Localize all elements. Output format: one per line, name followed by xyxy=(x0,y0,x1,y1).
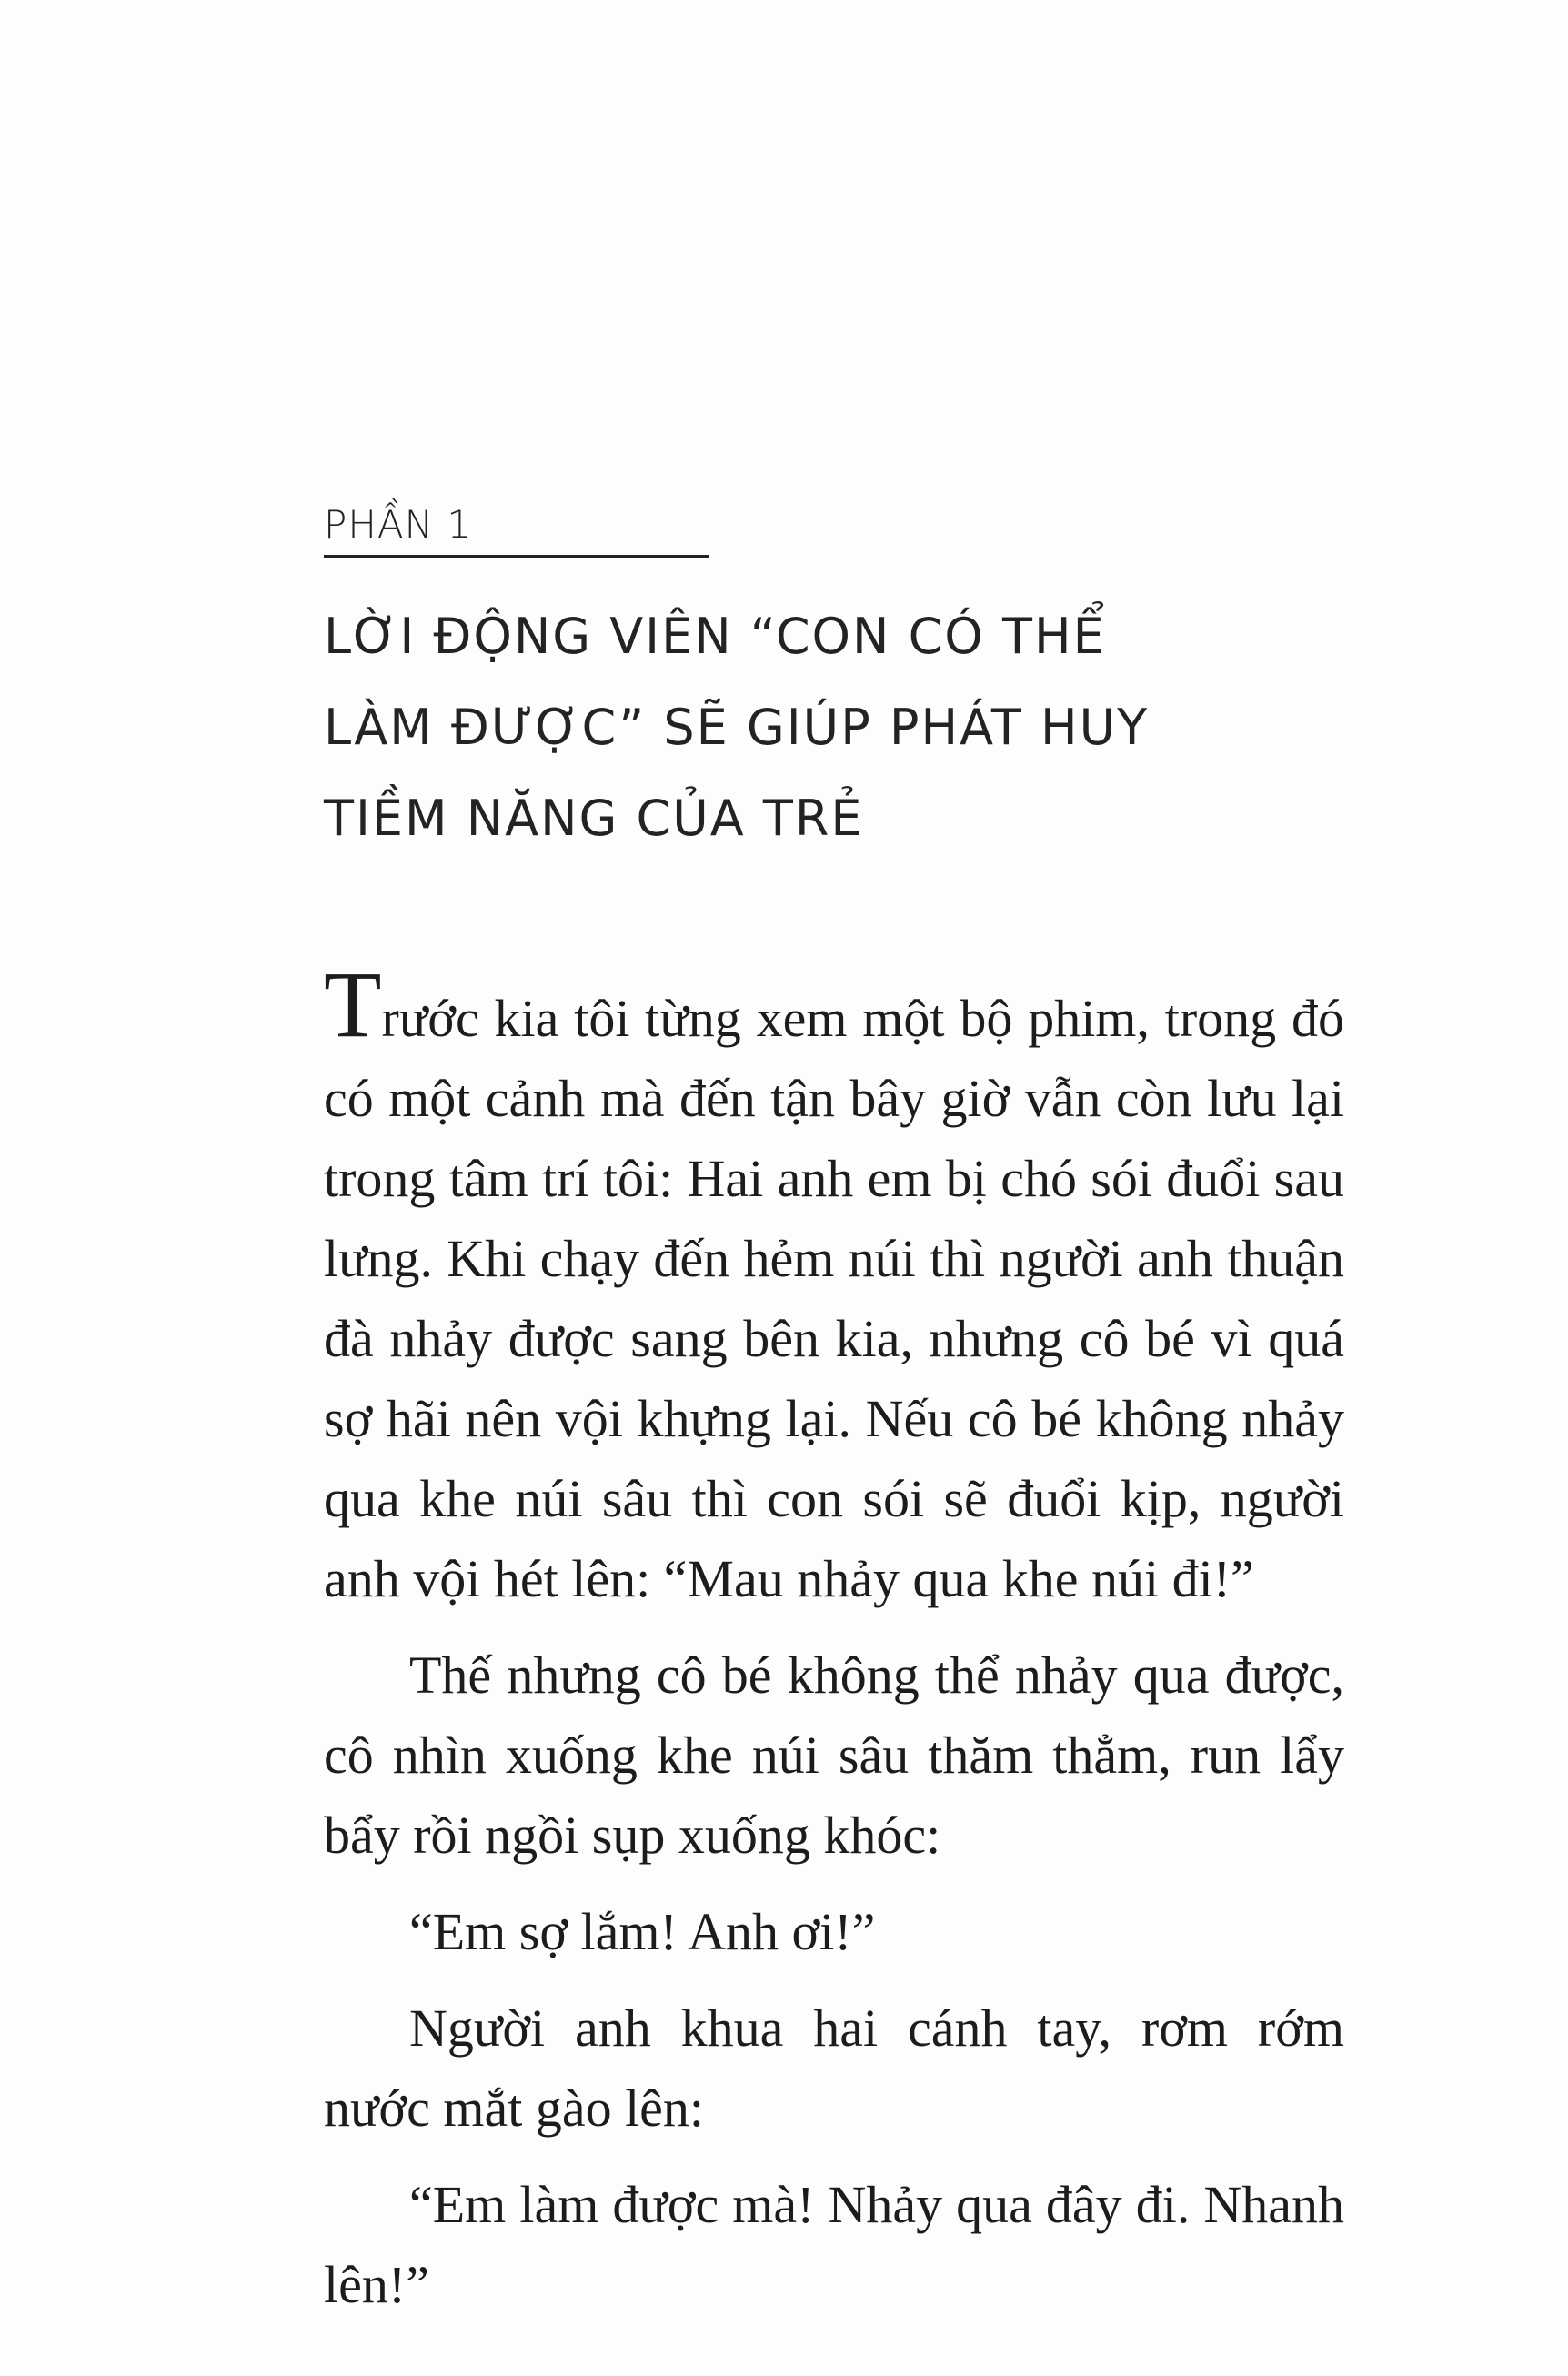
paragraph-4: Người anh khua hai cánh tay, rơm rớm nước mắt gào lên: xyxy=(324,1998,1344,2138)
chapter-title-line-3: TIỀM NĂNG CỦA TRẺ xyxy=(324,790,864,847)
chapter-title-line-1: LỜI ĐỘNG VIÊN “CON CÓ THỂ xyxy=(324,608,1106,665)
paragraph-5: “Em làm được mà! Nhảy qua đây đi. Nhanh lên!” xyxy=(324,2175,1344,2314)
body-text xyxy=(324,952,1344,2341)
paragraph-1-text: rước kia tôi từng xem một bộ phim, trong đó có một cảnh mà đến tận bây giờ vẫn còn lưu lại trong tâm trí tôi: Hai anh em bị chó sói đuổi sau lưng. Khi chạy đến hẻm núi thì người anh thuận đà nhảy được sang bên kia, nhưng cô bé vì quá sợ hãi nên vội khựng lại. Nếu cô bé không nhảy qua khe núi sâu thì con sói sẽ đuổi kịp, người anh vội hét lên: “Mau nhảy qua khe núi đi!” xyxy=(324,989,1344,1608)
drop-cap: T xyxy=(324,952,382,1057)
paragraph-2: Thế nhưng cô bé không thể nhảy qua được, cô nhìn xuống khe núi sâu thăm thẳm, run lẩy bẩy rồi ngồi sụp xuống khóc: xyxy=(324,1646,1344,1865)
chapter-title-line-2: LÀM ĐƯỢC” SẼ GIÚP PHÁT HUY xyxy=(324,699,1150,756)
chapter-title xyxy=(324,591,1370,864)
part-underline xyxy=(324,555,709,558)
paragraph-1 xyxy=(324,952,1344,1619)
part-label: PHẦN 1 xyxy=(324,502,473,547)
paragraph-3: “Em sợ lắm! Anh ơi!” xyxy=(409,1902,876,1961)
